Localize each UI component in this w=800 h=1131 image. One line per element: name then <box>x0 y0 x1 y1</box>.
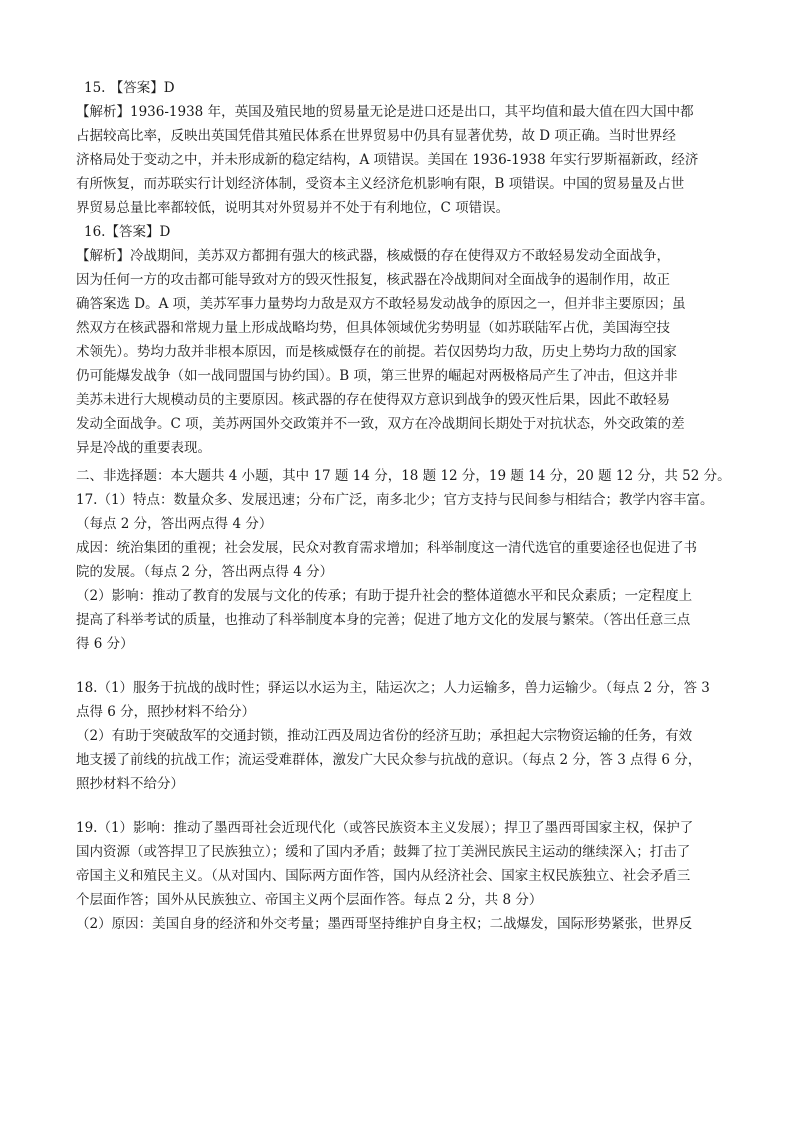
q17-line: （每点 2 分，答出两点得 4 分） <box>76 516 273 532</box>
q17-line: 提高了科举考试的质量，也推动了科举制度本身的完善；促进了地方文化的发展与繁荣。（答出任意三点 <box>76 612 691 628</box>
q16-answer: 16.【答案】D <box>84 224 171 240</box>
q17-line: （2）影响：推动了教育的发展与文化的传承；有助于提升社会的整体道德水平和民众素质；一定程度上 <box>76 588 693 604</box>
q18-line: 地支援了前线的抗战工作；流运受难群体，激发广大民众参与抗战的意识。（每点 2 分，答 3 点得 6 分， <box>76 752 702 768</box>
q16-analysis-line: 术领先）。势均力敌并非根本原因，而是核威慑存在的前提。若仅因势均力敌，历史上势均力敌的国家 <box>76 344 677 360</box>
q16-analysis-line: 然双方在核武器和常规力量上形成战略均势，但具体领域优劣势明显（如苏联陆军占优，美国海空技 <box>76 320 670 336</box>
q18-line: 18.（1）服务于抗战的战时性；驿运以水运为主，陆运次之；人力运输多，兽力运输少。（每点 2 分，答 3 <box>76 680 710 696</box>
q17-line: 得 6 分） <box>76 636 134 652</box>
q16-analysis-line: 因为任何一方的攻击都可能导致对方的毁灭性报复，核武器在冷战期间对全面战争的遏制作用，故正 <box>76 272 670 288</box>
q16-analysis-line: 确答案选 D。A 项，美苏军事力量势均力敌是双方不敢轻易发动战争的原因之一，但并非主要原因；虽 <box>76 296 686 312</box>
q18-line: 点得 6 分，照抄材料不给分） <box>76 704 256 720</box>
q16-analysis-line: 仍可能爆发战争（如一战同盟国与协约国）。B 项，第三世界的崛起对两极格局产生了冲击，但这并非 <box>76 368 678 384</box>
q19-line: 个层面作答；国外从民族独立、帝国主义两个层面作答。每点 2 分，共 8 分） <box>76 892 543 908</box>
q15-analysis-line: 有所恢复，而苏联实行计划经济体制，受资本主义经济危机影响有限，B 项错误。中国的贸易量及占世 <box>76 176 685 192</box>
q19-line: （2）原因：美国自身的经济和外交考量；墨西哥坚持维护自身主权；二战爆发，国际形势紧张，世界反 <box>76 916 693 932</box>
q16-analysis-line: 【解析】冷战期间，美苏双方都拥有强大的核武器，核威慑的存在使得双方不敢轻易发动全面战争， <box>76 248 670 264</box>
q15-analysis-line: 济格局处于变动之中，并未形成新的稳定结构，A 项错误。美国在 1936-1938 年实行罗斯福新政，经济 <box>76 152 699 168</box>
q15-analysis-line: 【解析】1936-1938 年，英国及殖民地的贸易量无论是进口还是出口，其平均值和最大值在四大国中都 <box>76 104 694 120</box>
q15-analysis-line: 界贸易总量比率都较低，说明其对外贸易并不处于有利地位，C 项错误。 <box>76 200 510 216</box>
q19-line: 19.（1）影响：推动了墨西哥社会近现代化（或答民族资本主义发展）；捍卫了墨西哥国家主权，保护了 <box>76 820 694 836</box>
q16-analysis-line: 美苏未进行大规模动员的主要原因。核武器的存在使得双方意识到战争的毁灭性后果，因此不敢轻易 <box>76 392 670 408</box>
section-title: 二、非选择题：本大题共 4 小题，其中 17 题 14 分，18 题 12 分，19 题 14 分，20 题 12 分，共 52 分。 <box>76 468 731 484</box>
q19-line: 帝国主义和殖民主义。（从对国内、国际两方面作答，国内从经济社会、国家主权民族独立、社会矛盾三 <box>76 868 691 884</box>
q15-analysis-line: 占据较高比率，反映出英国凭借其殖民体系在世界贸易中仍具有显著优势，故 D 项正确。当时世界经 <box>76 128 676 144</box>
q17-line: 17.（1）特点：数量众多、发展迅速；分布广泛，南多北少；官方支持与民间参与相结合；教学内容丰富。 <box>76 492 714 508</box>
answer-document <box>76 76 731 936</box>
q16-analysis-line: 异是冷战的重要表现。 <box>76 440 211 456</box>
q18-line: 照抄材料不给分） <box>76 776 184 792</box>
q19-line: 国内资源（或答捍卫了民族独立）；缓和了国内矛盾；鼓舞了拉丁美洲民族民主运动的继续深入；打击了 <box>76 844 691 860</box>
q17-line: 成因：统治集团的重视；社会发展，民众对教育需求增加；科举制度这一清代选官的重要途径也促进了书 <box>76 540 697 556</box>
q17-line: 院的发展。（每点 2 分，答出两点得 4 分） <box>76 564 334 580</box>
q18-line: （2）有助于突破敌军的交通封锁，推动江西及周边省份的经济互助；承担起大宗物资运输的任务，有效 <box>76 728 693 744</box>
q15-answer: 15. 【答案】D <box>84 80 175 96</box>
q16-analysis-line: 发动全面战争。C 项，美苏两国外交政策并不一致，双方在冷战期间长期处于对抗状态，外交政策的差 <box>76 416 685 432</box>
